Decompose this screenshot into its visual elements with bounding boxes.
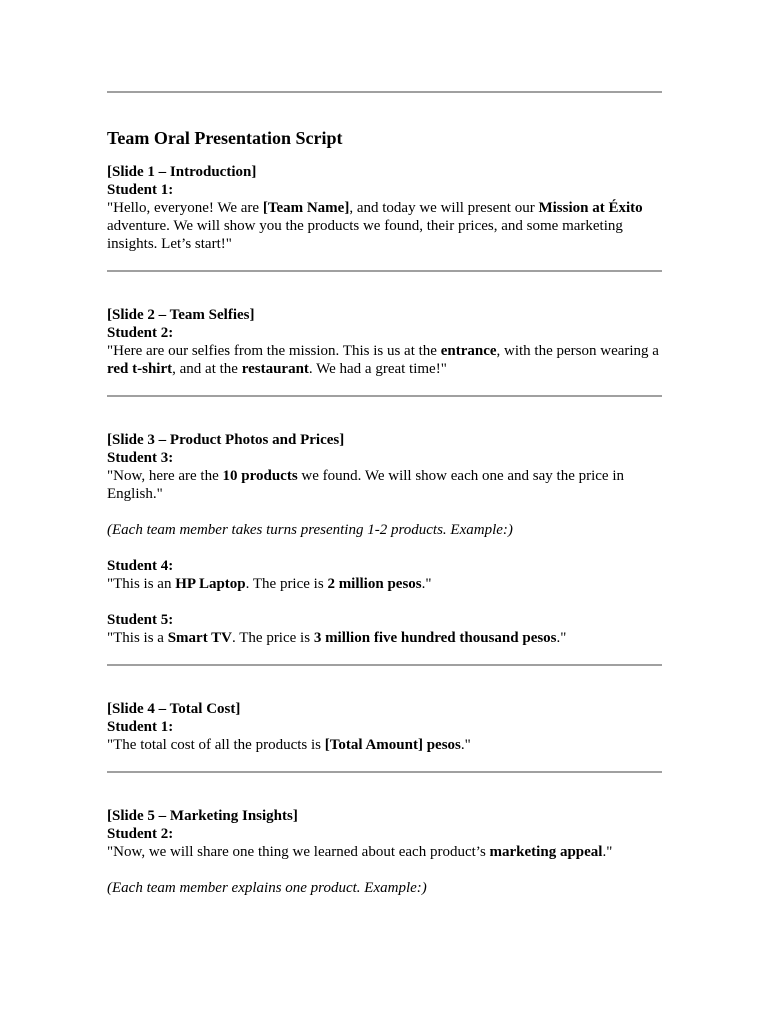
- script-text: .": [460, 737, 471, 753]
- script-text: "Hello, everyone! We are: [107, 200, 263, 216]
- script-text: .": [556, 630, 567, 646]
- slide-5-section: [107, 807, 662, 897]
- slide-2-section: [107, 306, 662, 378]
- product-price: 2 million pesos: [327, 576, 422, 592]
- slide-4-script: [107, 736, 662, 754]
- student-4-script: [107, 575, 662, 593]
- product-price: 3 million five hundred thousand pesos: [313, 630, 557, 646]
- student-5-speaker: Student 5:: [107, 612, 174, 628]
- slide-3-heading: [Slide 3 – Product Photos and Prices]: [107, 432, 345, 448]
- slide-1-section: [107, 163, 662, 253]
- slide-1-speaker: Student 1:: [107, 182, 174, 198]
- slide-2-speaker: Student 2:: [107, 325, 174, 341]
- slide-3-script: [107, 467, 662, 503]
- slide-2-script: [107, 342, 662, 378]
- slide-5-script: [107, 843, 662, 861]
- document-page: [107, 0, 662, 897]
- mission-name: Mission at Éxito: [538, 200, 643, 216]
- script-text: "This is an: [107, 576, 176, 592]
- script-text: we found. We will show each one and say the price in English.": [107, 468, 625, 502]
- slide-5-heading: [Slide 5 – Marketing Insights]: [107, 808, 298, 824]
- keyword-products: 10 products: [222, 468, 298, 484]
- script-text: . The price is: [232, 630, 314, 646]
- slide-4-speaker: Student 1:: [107, 719, 174, 735]
- script-text: adventure. We will show you the products we found, their prices, and some marketing insights. Let’s start!": [107, 218, 623, 252]
- script-text: "Now, here are the: [107, 468, 223, 484]
- script-text: , and at the: [172, 361, 242, 377]
- script-text: .": [421, 576, 432, 592]
- slide-5-speaker: Student 2:: [107, 826, 174, 842]
- slide-3-section: [107, 431, 662, 647]
- script-text: , with the person wearing a: [496, 343, 659, 359]
- script-text: "Here are our selfies from the mission. This is us at the: [107, 343, 441, 359]
- document-title: Team Oral Presentation Script: [107, 128, 343, 148]
- script-text: . We had a great time!": [308, 361, 447, 377]
- script-text: .": [602, 844, 613, 860]
- keyword-restaurant: restaurant: [241, 361, 309, 377]
- script-text: "Now, we will share one thing we learned about each product’s: [107, 844, 490, 860]
- slide-4-section: [107, 700, 662, 754]
- team-name-placeholder: [Team Name]: [262, 200, 350, 216]
- student-5-script: [107, 629, 662, 647]
- slide-5-note: (Each team member explains one product. Example:): [107, 880, 427, 896]
- total-amount-placeholder: [Total Amount] pesos: [324, 737, 461, 753]
- script-text: "This is a: [107, 630, 168, 646]
- keyword-red-tshirt: red t-shirt: [107, 361, 173, 377]
- script-text: , and today we will present our: [349, 200, 539, 216]
- slide-4-heading: [Slide 4 – Total Cost]: [107, 701, 241, 717]
- slide-3-speaker: Student 3:: [107, 450, 174, 466]
- slide-3-note: (Each team member takes turns presenting 1-2 products. Example:): [107, 522, 513, 538]
- keyword-entrance: entrance: [440, 343, 497, 359]
- product-name: HP Laptop: [175, 576, 246, 592]
- product-name: Smart TV: [167, 630, 233, 646]
- slide-1-heading: [Slide 1 – Introduction]: [107, 164, 257, 180]
- slide-2-heading: [Slide 2 – Team Selfies]: [107, 307, 255, 323]
- slide-1-script: [107, 199, 662, 253]
- keyword-marketing-appeal: marketing appeal: [489, 844, 603, 860]
- script-text: "The total cost of all the products is: [107, 737, 325, 753]
- student-4-speaker: Student 4:: [107, 558, 174, 574]
- script-text: . The price is: [245, 576, 328, 592]
